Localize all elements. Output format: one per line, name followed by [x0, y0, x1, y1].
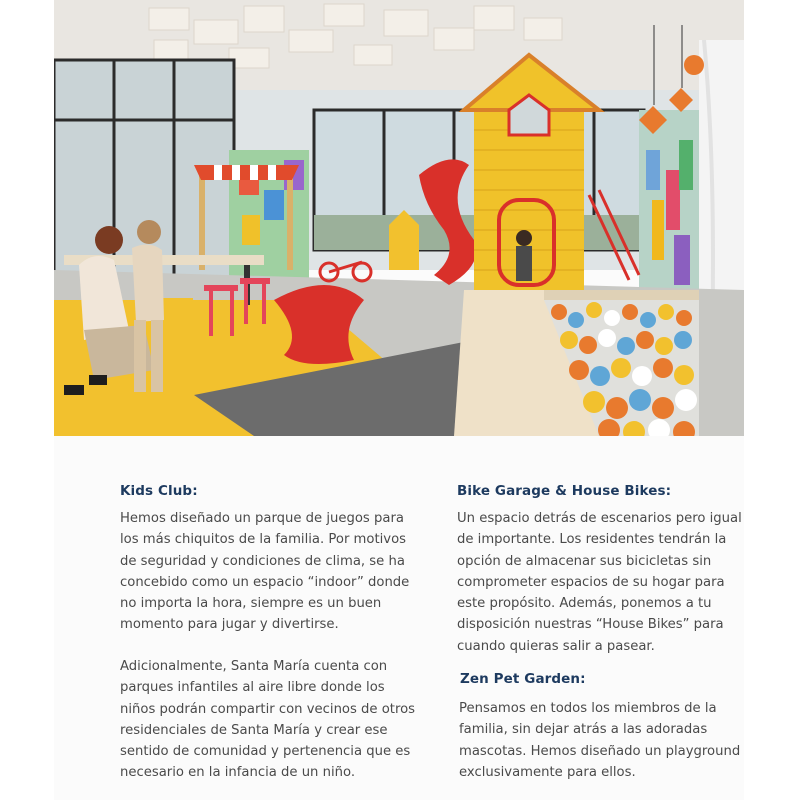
- bike-garage-paragraph: Un espacio detrás de escenarios pero igual de importante. Los residentes tendrán la opción de almacenar sus bicicletas sin comprometer espacios de su hogar para este propósito. Además, ponemos a tu disposición nuestras “House Bikes” para cuando quieras salir a pasear.: [457, 511, 742, 654]
- kids-club-paragraph-2: Adicionalmente, Santa María cuenta con parques infantiles al aire libre donde los niños podrán compartir con vecinos de otros residenciales de Santa María y crear ese sentido de comunidad y pertenencia que es necesario en la infancia de un niño.: [120, 659, 416, 781]
- kids-club-heading: Kids Club:: [120, 483, 198, 499]
- bike-garage-heading: Bike Garage & House Bikes:: [457, 483, 672, 499]
- kids-club-render-image: [54, 0, 744, 436]
- kids-club-paragraph-1: Hemos diseñado un parque de juegos para los más chiquitos de la familia. Por motivos de seguridad y condiciones de clima, se ha concebido como un espacio “indoor” donde no importa la hora, siempre es un buen momento para jugar y divertirse.: [120, 511, 410, 633]
- zen-pet-garden-heading: Zen Pet Garden:: [460, 671, 586, 687]
- zen-pet-garden-paragraph: Pensamos en todos los miembros de la familia, sin dejar atrás a las adoradas mascotas. Hemos diseñado un playground exclusivamente para ellos.: [459, 701, 741, 780]
